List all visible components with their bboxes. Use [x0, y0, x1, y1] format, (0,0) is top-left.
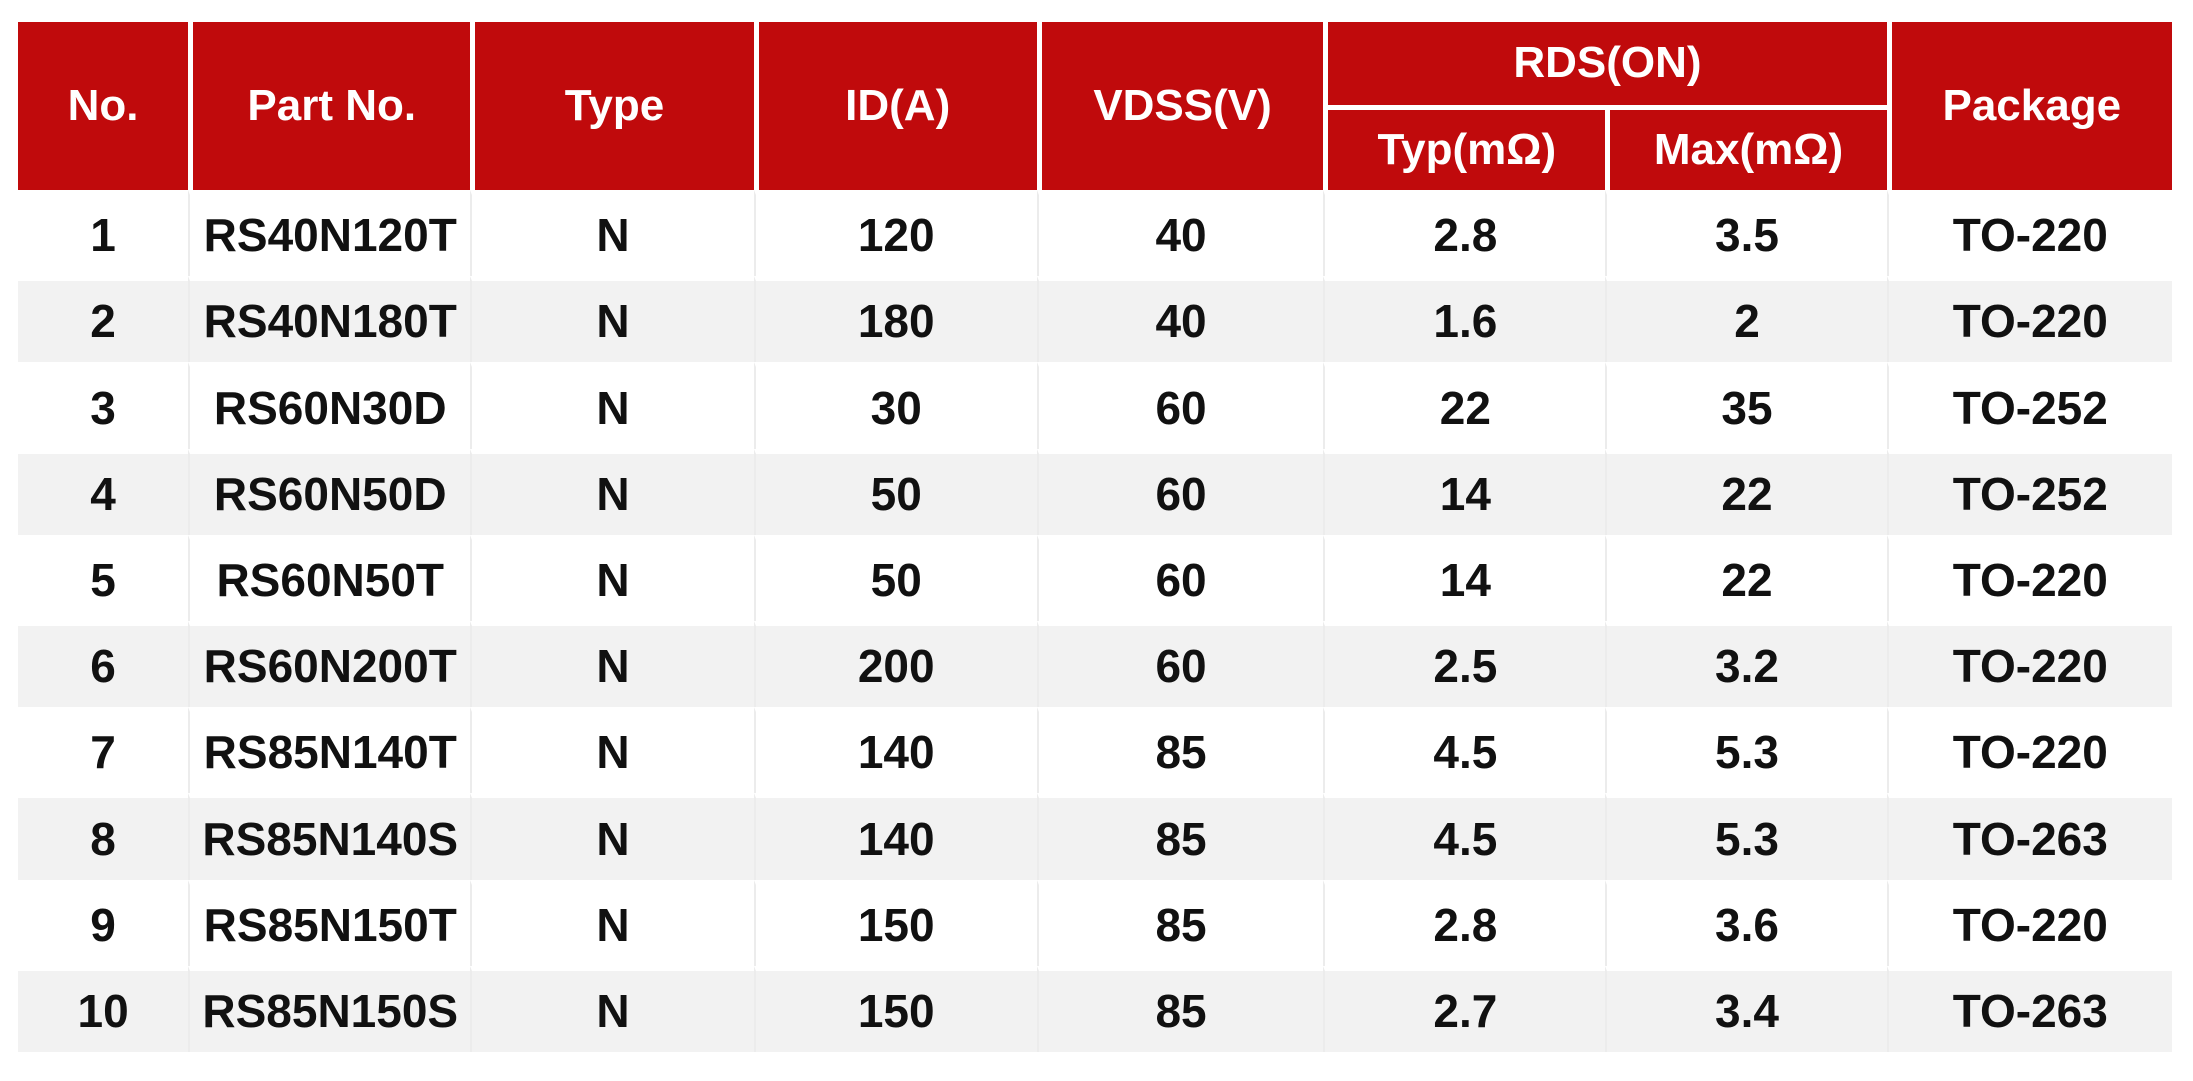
cell-part-no: RS40N120T [188, 190, 470, 276]
cell-rds-typ: 2.5 [1323, 621, 1605, 707]
mosfet-product-table [18, 22, 2172, 1052]
table-row [18, 966, 2172, 1052]
cell-package: TO-263 [1887, 793, 2172, 879]
cell-package: TO-220 [1887, 621, 2172, 707]
cell-rds-typ: 1.6 [1323, 276, 1605, 362]
table-row [18, 190, 2172, 276]
cell-no: 6 [18, 621, 188, 707]
column-header-typ: Typ(mΩ) [1323, 110, 1605, 190]
cell-vdss: 85 [1037, 707, 1323, 793]
cell-no: 9 [18, 880, 188, 966]
column-header-max: Max(mΩ) [1605, 110, 1886, 190]
cell-vdss: 40 [1037, 190, 1323, 276]
cell-rds-max: 22 [1605, 449, 1886, 535]
cell-package: TO-263 [1887, 966, 2172, 1052]
cell-rds-max: 3.6 [1605, 880, 1886, 966]
cell-package: TO-220 [1887, 707, 2172, 793]
column-header-package: Package [1887, 22, 2172, 190]
cell-vdss: 60 [1037, 362, 1323, 448]
column-header-vdss: VDSS(V) [1037, 22, 1323, 190]
cell-id: 140 [754, 707, 1037, 793]
cell-rds-max: 3.4 [1605, 966, 1886, 1052]
cell-package: TO-220 [1887, 190, 2172, 276]
cell-rds-typ: 4.5 [1323, 707, 1605, 793]
cell-vdss: 85 [1037, 966, 1323, 1052]
cell-rds-max: 3.5 [1605, 190, 1886, 276]
cell-rds-max: 2 [1605, 276, 1886, 362]
cell-type: N [470, 449, 753, 535]
table-row [18, 707, 2172, 793]
cell-part-no: RS60N30D [188, 362, 470, 448]
cell-id: 200 [754, 621, 1037, 707]
cell-part-no: RS85N140S [188, 793, 470, 879]
cell-rds-typ: 14 [1323, 449, 1605, 535]
table-row [18, 276, 2172, 362]
cell-id: 30 [754, 362, 1037, 448]
cell-part-no: RS60N200T [188, 621, 470, 707]
cell-rds-max: 5.3 [1605, 707, 1886, 793]
cell-rds-typ: 4.5 [1323, 793, 1605, 879]
column-header-id: ID(A) [754, 22, 1037, 190]
column-header-type: Type [470, 22, 753, 190]
cell-no: 1 [18, 190, 188, 276]
cell-no: 2 [18, 276, 188, 362]
cell-vdss: 60 [1037, 535, 1323, 621]
table-row [18, 793, 2172, 879]
cell-vdss: 40 [1037, 276, 1323, 362]
cell-id: 150 [754, 966, 1037, 1052]
table-row [18, 535, 2172, 621]
header-row-main [18, 22, 2172, 110]
cell-type: N [470, 621, 753, 707]
cell-part-no: RS85N150S [188, 966, 470, 1052]
cell-rds-max: 22 [1605, 535, 1886, 621]
product-table-container [18, 22, 2172, 1052]
column-header-rds-on: RDS(ON) [1323, 22, 1886, 110]
cell-type: N [470, 535, 753, 621]
cell-no: 4 [18, 449, 188, 535]
cell-vdss: 85 [1037, 880, 1323, 966]
table-body [18, 190, 2172, 1052]
cell-package: TO-252 [1887, 449, 2172, 535]
table-row [18, 362, 2172, 448]
column-header-no: No. [18, 22, 188, 190]
cell-package: TO-252 [1887, 362, 2172, 448]
table-row [18, 449, 2172, 535]
cell-id: 50 [754, 449, 1037, 535]
cell-rds-typ: 14 [1323, 535, 1605, 621]
table-header [18, 22, 2172, 190]
cell-id: 120 [754, 190, 1037, 276]
cell-package: TO-220 [1887, 880, 2172, 966]
column-header-part-no: Part No. [188, 22, 470, 190]
table-row [18, 880, 2172, 966]
cell-no: 10 [18, 966, 188, 1052]
cell-part-no: RS85N140T [188, 707, 470, 793]
cell-part-no: RS60N50D [188, 449, 470, 535]
cell-id: 140 [754, 793, 1037, 879]
cell-id: 50 [754, 535, 1037, 621]
cell-vdss: 85 [1037, 793, 1323, 879]
cell-rds-typ: 2.8 [1323, 190, 1605, 276]
cell-rds-typ: 22 [1323, 362, 1605, 448]
cell-type: N [470, 707, 753, 793]
cell-rds-typ: 2.8 [1323, 880, 1605, 966]
cell-part-no: RS60N50T [188, 535, 470, 621]
cell-rds-max: 5.3 [1605, 793, 1886, 879]
cell-no: 7 [18, 707, 188, 793]
cell-vdss: 60 [1037, 621, 1323, 707]
cell-type: N [470, 880, 753, 966]
cell-rds-typ: 2.7 [1323, 966, 1605, 1052]
cell-no: 8 [18, 793, 188, 879]
cell-id: 150 [754, 880, 1037, 966]
cell-vdss: 60 [1037, 449, 1323, 535]
cell-no: 5 [18, 535, 188, 621]
cell-package: TO-220 [1887, 535, 2172, 621]
cell-id: 180 [754, 276, 1037, 362]
cell-part-no: RS85N150T [188, 880, 470, 966]
cell-rds-max: 35 [1605, 362, 1886, 448]
cell-type: N [470, 793, 753, 879]
cell-no: 3 [18, 362, 188, 448]
cell-type: N [470, 362, 753, 448]
cell-type: N [470, 276, 753, 362]
cell-package: TO-220 [1887, 276, 2172, 362]
cell-type: N [470, 190, 753, 276]
cell-rds-max: 3.2 [1605, 621, 1886, 707]
cell-type: N [470, 966, 753, 1052]
table-row [18, 621, 2172, 707]
cell-part-no: RS40N180T [188, 276, 470, 362]
